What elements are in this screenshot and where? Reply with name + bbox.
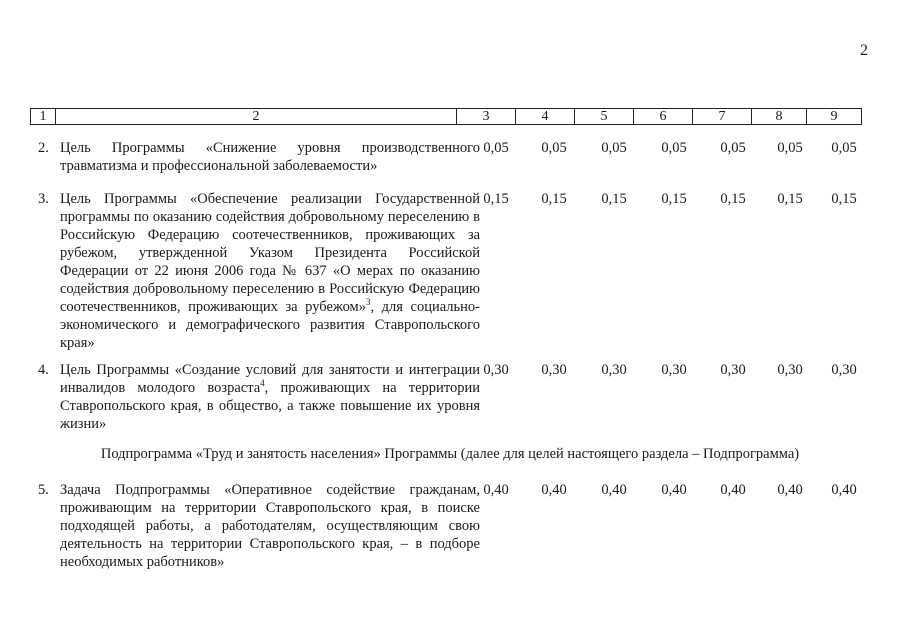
value-cell: 0,15 [831,191,857,207]
col-number-9: 9 [807,109,862,125]
value-cell: 0,05 [661,140,687,156]
col-number-1: 1 [31,109,56,125]
row-description: Цель Программы «Снижение уровня производственного травматизма и профессиональной заболеваемости» [60,140,480,174]
value-cell: 0,15 [777,191,803,207]
row-description [60,361,480,433]
value-cell: 0,05 [483,140,509,156]
value-cell: 0,40 [777,482,803,498]
value-cell: 0,40 [541,482,567,498]
footnote-marker: 4 [260,378,265,389]
footnote-marker: 3 [365,297,371,308]
row-description-part: Цель Программы «Обеспечение реализации Государственной программы по оказанию содействия добровольному переселению в Российскую Федерацию соотечественников, проживающих за рубежом, утвержденной Указом Президента Российской Федерации от 22 июня 2006 года № 637 «О мерах по оказанию содействия добровольному переселению в Российскую Федерацию соотечественников, проживающих за рубежом» [60,191,480,315]
col-number-4: 4 [516,109,575,125]
row-number: 2. [38,140,49,156]
value-cell: 0,40 [661,482,687,498]
value-cell: 0,30 [541,362,567,378]
row-description: Задача Подпрограммы «Оперативное содействие гражданам, проживающим на территории Ставропольского края, в поиске подходящей работы, а работодателям, осуществляющим свою деятельность на территории Ставропольского края, – в подборе необходимых работников» [60,482,480,570]
value-cell: 0,05 [720,140,746,156]
row-description-part: , проживающих на территории Ставропольского края, в общество, а также повышение их уровня жизни» [60,380,480,432]
row-description [60,190,480,352]
value-cell: 0,15 [483,191,509,207]
value-cell: 0,05 [541,140,567,156]
value-cell: 0,05 [601,140,627,156]
col-number-3: 3 [457,109,516,125]
col-number-8: 8 [752,109,807,125]
column-number-header [30,108,862,125]
value-cell: 0,30 [720,362,746,378]
col-number-2: 2 [56,109,457,125]
row-number: 5. [38,482,49,498]
value-cell: 0,40 [720,482,746,498]
value-cell: 0,30 [601,362,627,378]
value-cell: 0,40 [483,482,509,498]
value-cell: 0,05 [831,140,857,156]
row-number: 4. [38,362,49,378]
value-cell: 0,15 [720,191,746,207]
value-cell: 0,30 [661,362,687,378]
value-cell: 0,30 [831,362,857,378]
col-number-7: 7 [693,109,752,125]
value-cell: 0,40 [831,482,857,498]
value-cell: 0,30 [777,362,803,378]
value-cell: 0,15 [541,191,567,207]
row-number: 3. [38,191,49,207]
value-cell: 0,05 [777,140,803,156]
value-cell: 0,30 [483,362,509,378]
col-number-5: 5 [575,109,634,125]
value-cell: 0,15 [661,191,687,207]
subprogram-heading: Подпрограмма «Труд и занятость населения» Программы (далее для целей настоящего раздела – Подпрограмма) [100,446,800,462]
row-description-part: , для социально-экономического и демографического развития Ставропольского края» [60,299,480,351]
row-description-part: Цель Программы «Создание условий для занятости и интеграции инвалидов молодого возраста [60,362,480,396]
page-number: 2 [860,42,868,59]
value-cell: 0,40 [601,482,627,498]
col-number-6: 6 [634,109,693,125]
value-cell: 0,15 [601,191,627,207]
